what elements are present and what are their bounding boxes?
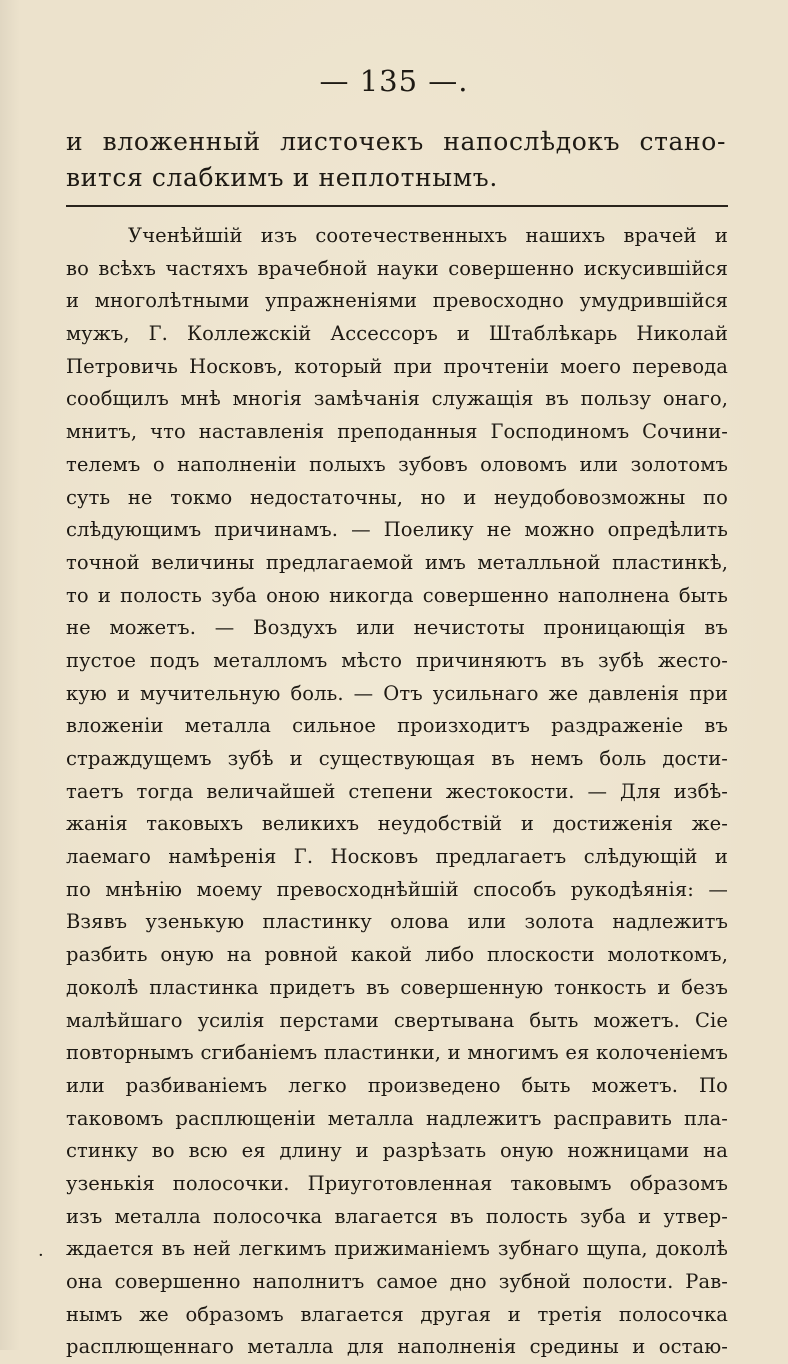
- text-line: малѣйшаго усилія перстами свертывана быть можетъ. Сіе: [66, 1008, 728, 1032]
- continuation-paragraph: [66, 124, 726, 196]
- text-line: она совершенно наполнитъ самое дно зубной полости. Рав-: [66, 1270, 728, 1293]
- text-line: вложеніи металла сильное произходитъ раздраженіе въ: [66, 714, 728, 738]
- horizontal-rule: [66, 205, 728, 207]
- page-number: — 135 —.: [319, 64, 469, 98]
- text-line: мужъ, Г. Коллежскій Ассессоръ и Штаблѣкарь Николай: [66, 322, 728, 346]
- text-line: доколѣ пластинка придетъ въ совершенную тонкость и безъ: [66, 975, 728, 999]
- text-line: расплющеннаго металла для наполненія средины и остаю-: [66, 1335, 728, 1359]
- text-line: узенькія полосочки. Приуготовленная таковымъ образомъ: [66, 1171, 728, 1195]
- text-line: ждается въ ней легкимъ прижиманіемъ зубнаго щупа, доколѣ: [66, 1237, 728, 1261]
- text-line: телемъ о наполненіи полыхъ зубовъ оловомъ или золотомъ: [66, 452, 728, 476]
- lead-line-1: и вложенный листочекъ напослѣдокъ стано-: [66, 127, 726, 156]
- text-line: пустое подъ металломъ мѣсто причиняютъ въ зубѣ жесто-: [66, 648, 728, 672]
- text-line: жанія таковыхъ великихъ неудобствій и достиженія же-: [66, 812, 728, 836]
- text-line: или разбиваніемъ легко произведено быть можетъ. По: [66, 1073, 728, 1097]
- text-line: мнитъ, что наставленія преподанныя Господиномъ Сочини-: [66, 420, 728, 444]
- text-line: разбить оную на ровной какой либо плоскости молоткомъ,: [66, 943, 728, 967]
- text-line: нымъ же образомъ влагается другая и третія полосочка: [66, 1302, 728, 1326]
- text-line: точной величины предлагаемой имъ металльной пластинкѣ,: [66, 550, 728, 574]
- text-line: сообщилъ мнѣ многія замѣчанія служащія въ пользу онаго,: [66, 387, 728, 411]
- text-line: лаемаго намѣренія Г. Носковъ предлагаетъ слѣдующій и: [66, 845, 728, 869]
- text-line: суть не токмо недостаточны, но и неудобовозможны по: [66, 485, 728, 509]
- text-line: таетъ тогда величайшей степени жестокости. — Для избѣ-: [66, 779, 728, 803]
- text-line: Взявъ узенькую пластинку олова или золота надлежитъ: [66, 910, 728, 934]
- body-paragraph: [66, 220, 728, 1364]
- text-line: кую и мучительную боль. — Отъ усильнаго же давленія при: [66, 681, 728, 705]
- text-line: Ученѣйшій изъ соотечественныхъ нашихъ врачей и: [128, 224, 728, 247]
- text-line: слѣдующимъ причинамъ. — Поелику не можно опредѣлить: [66, 518, 728, 542]
- text-line: не можетъ. — Воздухъ или нечистоты проницающія въ: [66, 616, 728, 640]
- text-line: изъ металла полосочка влагается въ полость зуба и утвер-: [66, 1204, 728, 1228]
- text-line: по мнѣнію моему превосходнѣйшій способъ рукодѣянія: —: [66, 877, 728, 901]
- text-line: таковомъ расплющеніи металла надлежитъ расправить пла-: [66, 1106, 728, 1130]
- text-line: повторнымъ сгибаніемъ пластинки, и многимъ ея колоченіемъ: [66, 1041, 728, 1065]
- text-line: Петровичь Носковъ, который при прочтеніи моего перевода: [66, 354, 728, 378]
- text-line: то и полость зуба оною никогда совершенно наполнена быть: [66, 583, 728, 607]
- text-line: страждущемъ зубѣ и существующая въ немъ боль дости-: [66, 747, 728, 770]
- text-line: стинку во всю ея длину и разрѣзать оную ножницами на: [66, 1139, 728, 1163]
- margin-mark: ·: [38, 1245, 44, 1266]
- lead-line-2: вится слабкимъ и неплотнымъ.: [66, 163, 498, 192]
- text-line: и многолѣтными упражненіями превосходно умудрившійся: [66, 289, 728, 313]
- text-line: во всѣхъ частяхъ врачебной науки совершенно искусившійся: [66, 256, 728, 280]
